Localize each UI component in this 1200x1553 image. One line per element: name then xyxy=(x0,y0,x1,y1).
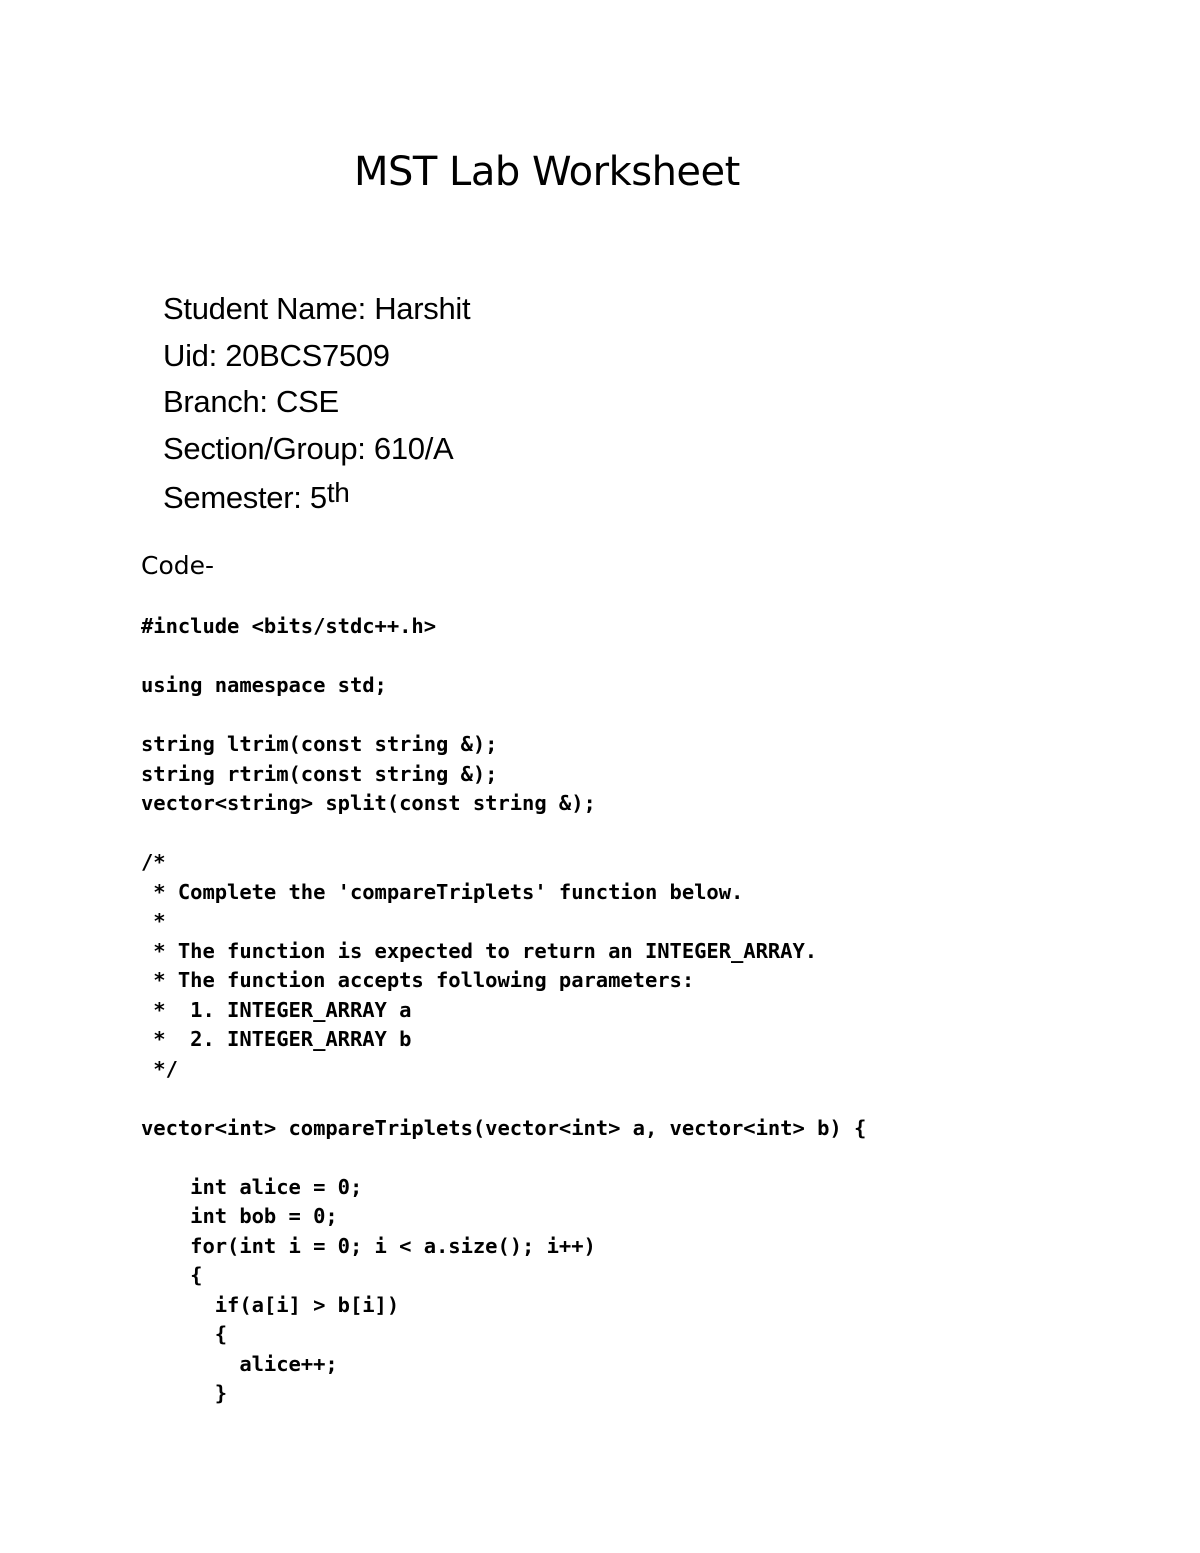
student-info-block xyxy=(163,286,470,522)
semester-ordinal-suffix: th xyxy=(326,477,350,508)
code-line xyxy=(141,1084,866,1114)
code-line: using namespace std; xyxy=(141,673,387,697)
code-line: string ltrim(const string &); xyxy=(141,732,498,756)
code-line xyxy=(141,642,866,672)
code-line xyxy=(141,819,866,849)
student-name-line: Student Name: Harshit xyxy=(163,291,471,326)
code-line xyxy=(141,1143,866,1173)
code-heading: Code- xyxy=(141,551,215,580)
code-line: * 2. INTEGER_ARRAY b xyxy=(141,1027,412,1051)
code-line: * Complete the 'compareTriplets' function below. xyxy=(141,879,744,904)
code-line: int bob = 0; xyxy=(141,1204,338,1228)
code-line: vector<string> split(const string &); xyxy=(141,791,596,815)
code-line: * xyxy=(141,909,166,933)
code-line: * The function accepts following parameters: xyxy=(141,968,695,992)
code-line: for(int i = 0; i < a.size(); i++) xyxy=(141,1233,596,1258)
code-line: */ xyxy=(141,1056,178,1081)
section-group-line: Section/Group: 610/A xyxy=(163,430,454,466)
code-line: alice++; xyxy=(141,1351,338,1376)
code-block xyxy=(141,612,866,1409)
code-line: /* xyxy=(141,850,166,874)
worksheet-title: MST Lab Worksheet xyxy=(354,149,740,195)
code-line: * The function is expected to return an INTEGER_ARRAY. xyxy=(141,938,818,963)
code-line: int alice = 0; xyxy=(141,1174,363,1199)
semester-value: Semester: 5 xyxy=(163,480,327,515)
code-line xyxy=(141,701,866,731)
uid-line: Uid: 20BCS7509 xyxy=(163,337,390,373)
code-line: vector<int> compareTriplets(vector<int> a, vector<int> b) { xyxy=(141,1115,867,1140)
code-line: string rtrim(const string &); xyxy=(141,761,498,786)
code-line: * 1. INTEGER_ARRAY a xyxy=(141,997,412,1022)
semester-line xyxy=(163,475,470,522)
code-line: { xyxy=(141,1322,228,1346)
code-line: if(a[i] > b[i]) xyxy=(141,1292,400,1317)
code-line: #include <bits/stdc++.h> xyxy=(141,614,437,638)
code-line: { xyxy=(141,1263,203,1287)
code-line: } xyxy=(141,1381,228,1405)
branch-line: Branch: CSE xyxy=(163,384,339,419)
